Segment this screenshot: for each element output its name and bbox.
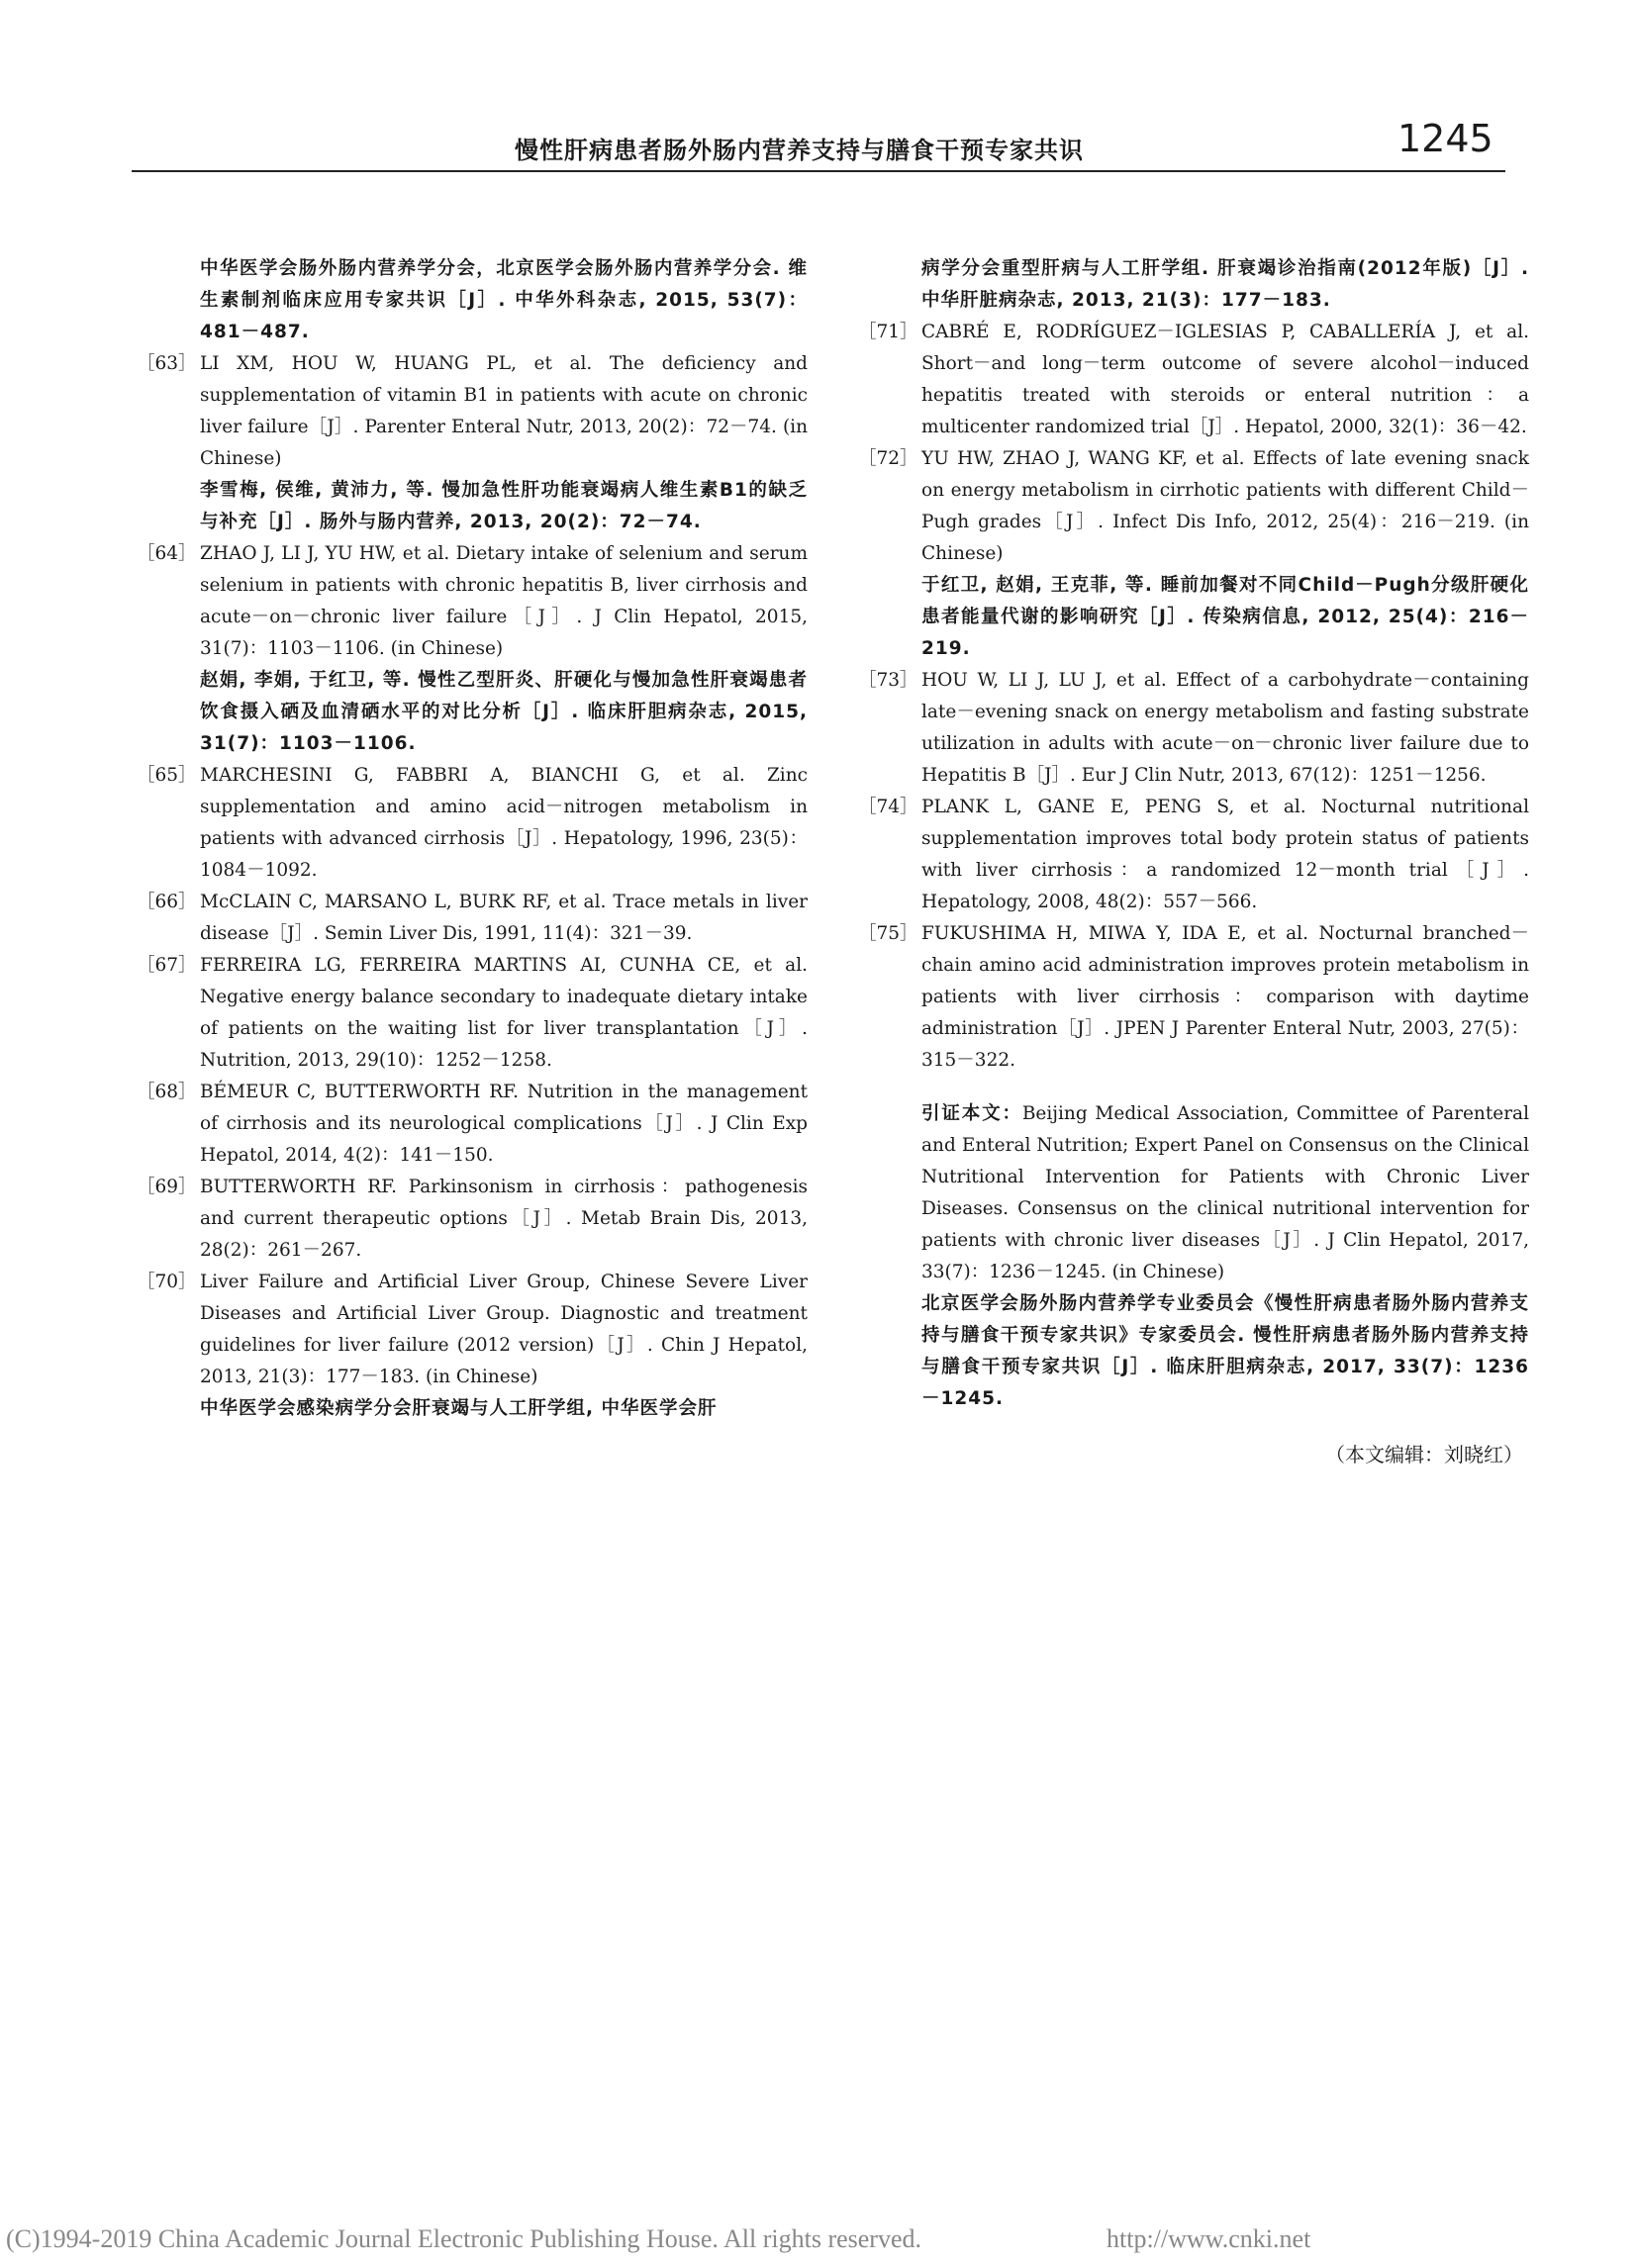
reference-english: HOU W, LI J, LU J, et al. Effect of a carbohydrate－containing late－evening snack on energy metabolism and fasting substrate utilization in adults with acute－on－chronic liver failure due to Hepatitis B［J］. Eur J Clin Nutr, 2013, 67(12)：1251－1256. bbox=[921, 670, 1529, 786]
reference-english: PLANK L, GANE E, PENG S, et al. Nocturnal nutritional supplementation improves total body protein status of patients with liver cirrhosis：a randomized 12－month trial［J］. Hepatology, 2008, 48(2)：557－566. bbox=[921, 797, 1529, 912]
references-right-column bbox=[858, 253, 1529, 1470]
reference-number: ［64］ bbox=[137, 543, 197, 564]
reference-number: ［68］ bbox=[137, 1082, 197, 1102]
reference-number: ［75］ bbox=[858, 923, 918, 944]
reference-number: ［70］ bbox=[137, 1272, 197, 1292]
reference-chinese: 病学分会重型肝病与人工肝学组. 肝衰竭诊治指南(2012年版)［J］. 中华肝脏病杂志, 2013, 21(3)：177－183. bbox=[921, 258, 1529, 311]
header-rule bbox=[132, 170, 1505, 172]
reference-number: ［63］ bbox=[137, 353, 197, 374]
reference-item bbox=[137, 253, 808, 348]
reference-chinese: 赵娟, 李娟, 于红卫, 等. 慢性乙型肝炎、肝硬化与慢加急性肝衰竭患者饮食摄入硒及血清硒水平的对比分析［J］. 临床肝胆病杂志, 2015, 31(7)：1103－1106. bbox=[200, 670, 808, 754]
reference-english: CABRÉ E, RODRÍGUEZ－IGLESIAS P, CABALLERÍA J, et al. Short－and long－term outcome of severe alcohol－induced hepatitis treated with steroids or enteral nutrition：a multicenter randomized trial［J］. Hepatol, 2000, 32(1)：36－42. bbox=[921, 322, 1529, 437]
citation-label: 引证本文： bbox=[921, 1103, 1022, 1124]
reference-item bbox=[137, 950, 808, 1077]
reference-english: BUTTERWORTH RF. Parkinsonism in cirrhosis：pathogenesis and current therapeutic options［J］. Metab Brain Dis, 2013, 28(2)：261－267. bbox=[200, 1177, 808, 1261]
reference-english: YU HW, ZHAO J, WANG KF, et al. Effects of late evening snack on energy metabolism in cirrhotic patients with different Child－Pugh grades［J］. Infect Dis Info, 2012, 25(4)：216－219. (in Chinese) bbox=[921, 448, 1529, 564]
reference-number: ［65］ bbox=[137, 765, 197, 786]
reference-item bbox=[858, 918, 1529, 1077]
reference-chinese: 李雪梅, 侯维, 黄沛力, 等. 慢加急性肝功能衰竭病人维生素B1的缺乏与补充［J］. 肠外与肠内营养, 2013, 20(2)：72－74. bbox=[200, 480, 808, 532]
reference-number: ［66］ bbox=[137, 892, 197, 912]
reference-item bbox=[137, 348, 808, 538]
reference-item bbox=[858, 317, 1529, 443]
reference-chinese: 于红卫, 赵娟, 王克菲, 等. 睡前加餐对不同Child－Pugh分级肝硬化患者能量代谢的影响研究［J］. 传染病信息, 2012, 25(4)：216－219. bbox=[921, 575, 1529, 659]
running-title: 慢性肝病患者肠外肠内营养支持与膳食干预专家共识 bbox=[515, 136, 1084, 164]
footer-url[interactable]: http://www.cnki.net bbox=[1107, 2224, 1311, 2253]
reference-english: Liver Failure and Artificial Liver Group, Chinese Severe Liver Diseases and Artificial Liver Group. Diagnostic and treatment guidelines for liver failure (2012 version)［J］. Chin J Hepatol, 2013, 21(3)：177－183. (in Chinese) bbox=[200, 1272, 808, 1387]
reference-number: ［71］ bbox=[858, 322, 918, 342]
citation-english: Beijing Medical Association, Committee of Parenteral and Enteral Nutrition; Expert Panel on Consensus on the Clinical Nutritional Intervention for Patients with Chronic Liver Diseases. Consensus on the clinical nutritional intervention for patients with chronic liver diseases［J］. J Clin Hepatol, 2017, 33(7)：1236－1245. (in Chinese) bbox=[921, 1103, 1529, 1282]
reference-item bbox=[137, 1172, 808, 1267]
reference-item bbox=[137, 887, 808, 950]
reference-item bbox=[137, 538, 808, 760]
reference-english: LI XM, HOU W, HUANG PL, et al. The deficiency and supplementation of vitamin B1 in patients with acute on chronic liver failure［J］. Parenter Enteral Nutr, 2013, 20(2)：72－74. (in Chinese) bbox=[200, 353, 808, 469]
reference-english: McCLAIN C, MARSANO L, BURK RF, et al. Trace metals in liver disease［J］. Semin Liver Dis, 1991, 11(4)：321－39. bbox=[200, 892, 808, 944]
reference-english: FERREIRA LG, FERREIRA MARTINS AI, CUNHA CE, et al. Negative energy balance secondary to inadequate dietary intake of patients on the waiting list for liver transplantation［J］. Nutrition, 2013, 29(10)：1252－1258. bbox=[200, 955, 808, 1071]
reference-number: ［69］ bbox=[137, 1177, 197, 1197]
reference-english: MARCHESINI G, FABBRI A, BIANCHI G, et al. Zinc supplementation and amino acid－nitrogen metabolism in patients with advanced cirrhosis［J］. Hepatology, 1996, 23(5)：1084－1092. bbox=[200, 765, 808, 881]
reference-item bbox=[137, 1267, 808, 1425]
citation-chinese: 北京医学会肠外肠内营养学专业委员会《慢性肝病患者肠外肠内营养支持与膳食干预专家共识》专家委员会. 慢性肝病患者肠外肠内营养支持与膳食干预专家共识［J］. 临床肝胆病杂志, 2017, 33(7)：1236－1245. bbox=[921, 1293, 1529, 1409]
reference-number: ［74］ bbox=[858, 797, 918, 817]
page-number: 1245 bbox=[1397, 117, 1493, 160]
reference-item bbox=[858, 665, 1529, 792]
reference-item bbox=[858, 792, 1529, 918]
reference-item bbox=[137, 760, 808, 887]
footer-copyright: (C)1994-2019 China Academic Journal Electronic Publishing House. All rights reserved. bbox=[6, 2224, 921, 2253]
reference-item bbox=[858, 253, 1529, 317]
references-left-column bbox=[137, 253, 808, 1425]
reference-number: ［73］ bbox=[858, 670, 918, 691]
reference-number: ［72］ bbox=[858, 448, 918, 469]
reference-english: ZHAO J, LI J, YU HW, et al. Dietary intake of selenium and serum selenium in patients with chronic hepatitis B, liver cirrhosis and acute－on－chronic liver failure［J］. J Clin Hepatol, 2015, 31(7)：1103－1106. (in Chinese) bbox=[200, 543, 808, 659]
reference-english: BÉMEUR C, BUTTERWORTH RF. Nutrition in the management of cirrhosis and its neurological complications［J］. J Clin Exp Hepatol, 2014, 4(2)：141－150. bbox=[200, 1082, 808, 1166]
reference-chinese: 中华医学会肠外肠内营养学分会，北京医学会肠外肠内营养学分会. 维生素制剂临床应用专家共识［J］. 中华外科杂志, 2015, 53(7)：481－487. bbox=[200, 258, 808, 342]
reference-chinese: 中华医学会感染病学分会肝衰竭与人工肝学组, 中华医学会肝 bbox=[200, 1398, 718, 1419]
reference-english: FUKUSHIMA H, MIWA Y, IDA E, et al. Nocturnal branched－chain amino acid administration improves protein metabolism in patients with liver cirrhosis：comparison with daytime administration［J］. JPEN J Parenter Enteral Nutr, 2003, 27(5)：315－322. bbox=[921, 923, 1529, 1071]
editor-note: （本文编辑：刘晓红） bbox=[1325, 1443, 1523, 1466]
reference-number: ［67］ bbox=[137, 955, 197, 976]
reference-item bbox=[858, 443, 1529, 665]
citation-block bbox=[858, 1098, 1529, 1415]
reference-item bbox=[137, 1077, 808, 1172]
